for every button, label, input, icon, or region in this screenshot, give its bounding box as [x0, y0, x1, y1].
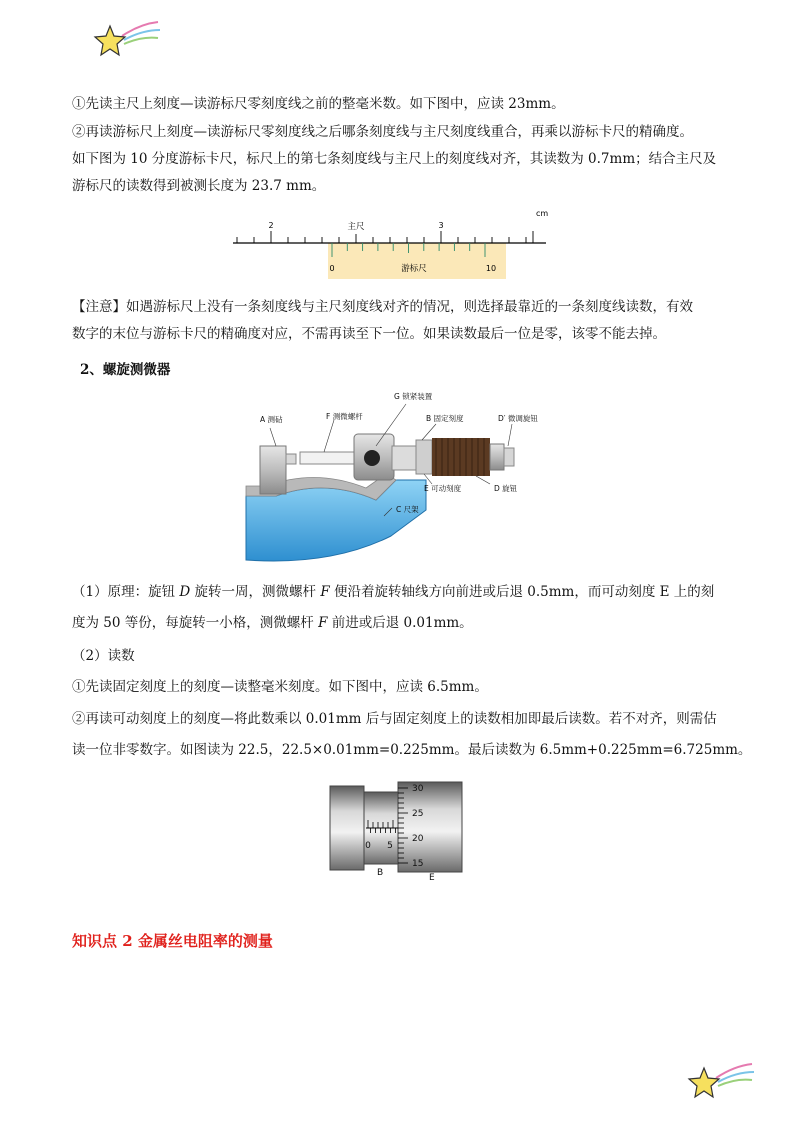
- lock-g: [364, 450, 380, 466]
- knowledge-point-heading: 知识点 2 金属丝电阻率的测量: [72, 932, 273, 950]
- sleeve-tick-0: 0: [365, 841, 371, 851]
- label-b: B 固定刻度: [426, 414, 464, 423]
- main-tick-2: 2: [268, 221, 274, 230]
- label-d-prime: D′ 微调旋钮: [498, 414, 538, 423]
- vernier-scale-label: 游标尺: [401, 264, 427, 274]
- label-e-scale: E: [429, 873, 435, 883]
- label-b-scale: B: [377, 868, 384, 878]
- thimble-tick-15: 15: [412, 859, 424, 869]
- reading-heading: （2）读数: [72, 648, 135, 664]
- label-f: F 测微螺杆: [326, 412, 363, 421]
- sleeve-b: [392, 446, 418, 470]
- note-line1: 【注意】如遇游标尺上没有一条刻度线与主尺刻度线对齐的情况，则选择最靠近的一条刻度线读数，有效: [72, 299, 693, 315]
- micrometer-heading: 2、螺旋测微器: [80, 362, 171, 378]
- reading-step2-line1: ②再读可动刻度上的刻度—将此数乘以 0.01mm 后与固定刻度上的读数相加即最后读数。若不对齐，则需估: [72, 711, 717, 727]
- thimble-e: [416, 440, 432, 474]
- vernier-step2-cont1: 如下图为 10 分度游标卡尺，标尺上的第七条刻度线与主尺上的刻度线对齐，其读数为 0.7mm；结合主尺及: [72, 151, 717, 167]
- label-d: D 旋钮: [494, 484, 518, 493]
- label-e: E 可动刻度: [424, 484, 462, 493]
- frame-body: [330, 786, 364, 870]
- reading-step1: ①先读固定刻度上的刻度—读整毫米刻度。如下图中，应读 6.5mm。: [72, 679, 488, 695]
- principle-line2: 度为 50 等份，每旋转一小格，测微螺杆 F 前进或后退 0.01mm。: [72, 615, 473, 631]
- main-scale-label: 主尺: [347, 222, 365, 232]
- vernier-figure: [228, 205, 558, 281]
- knob-d: [432, 438, 490, 476]
- vernier-step1: ①先读主尺上刻度—读游标尺零刻度线之前的整毫米数。如下图中，应读 23mm。: [72, 96, 565, 112]
- thimble-tick-20: 20: [412, 834, 424, 844]
- spindle-f: [300, 452, 358, 464]
- label-a: A 测砧: [260, 415, 283, 424]
- scale-figure: [328, 776, 468, 884]
- label-g: G 锁紧装置: [394, 392, 433, 401]
- anvil-a: [260, 446, 286, 494]
- vernier-tick-0: 0: [329, 264, 335, 273]
- thimble-tick-30: 30: [412, 784, 424, 794]
- reading-step2-line2: 读一位非零数字。如图读为 22.5，22.5×0.01mm=0.225mm。最后读数为 6.5mm+0.225mm=6.725mm。: [72, 742, 752, 758]
- unit-label: cm: [536, 209, 549, 218]
- thimble-e: [398, 782, 462, 872]
- label-c: C 尺架: [396, 505, 419, 514]
- micrometer-figure: [236, 388, 566, 570]
- shooting-star-icon: [92, 14, 164, 60]
- thimble-tick-25: 25: [412, 809, 424, 819]
- note-line2: 数字的末位与游标卡尺的精确度对应，不需再读至下一位。如果读数最后一位是零，该零不能去掉。: [72, 326, 666, 342]
- principle-line1: （1）原理：旋钮 D 旋转一周，测微螺杆 F 便沿着旋转轴线方向前进或后退 0.5mm，而可动刻度 E 上的刻: [72, 584, 715, 600]
- shooting-star-icon-bottom: [686, 1056, 758, 1102]
- main-tick-3: 3: [438, 221, 444, 230]
- ratchet-d-prime: [504, 448, 514, 466]
- vernier-tick-10: 10: [485, 264, 497, 273]
- sleeve-tick-5: 5: [387, 841, 393, 851]
- vernier-step2-cont2: 游标尺的读数得到被测长度为 23.7 mm。: [72, 178, 326, 194]
- vernier-step2: ②再读游标尺上刻度—读游标尺零刻度线之后哪条刻度线与主尺刻度线重合，再乘以游标卡尺的精确度。: [72, 124, 693, 140]
